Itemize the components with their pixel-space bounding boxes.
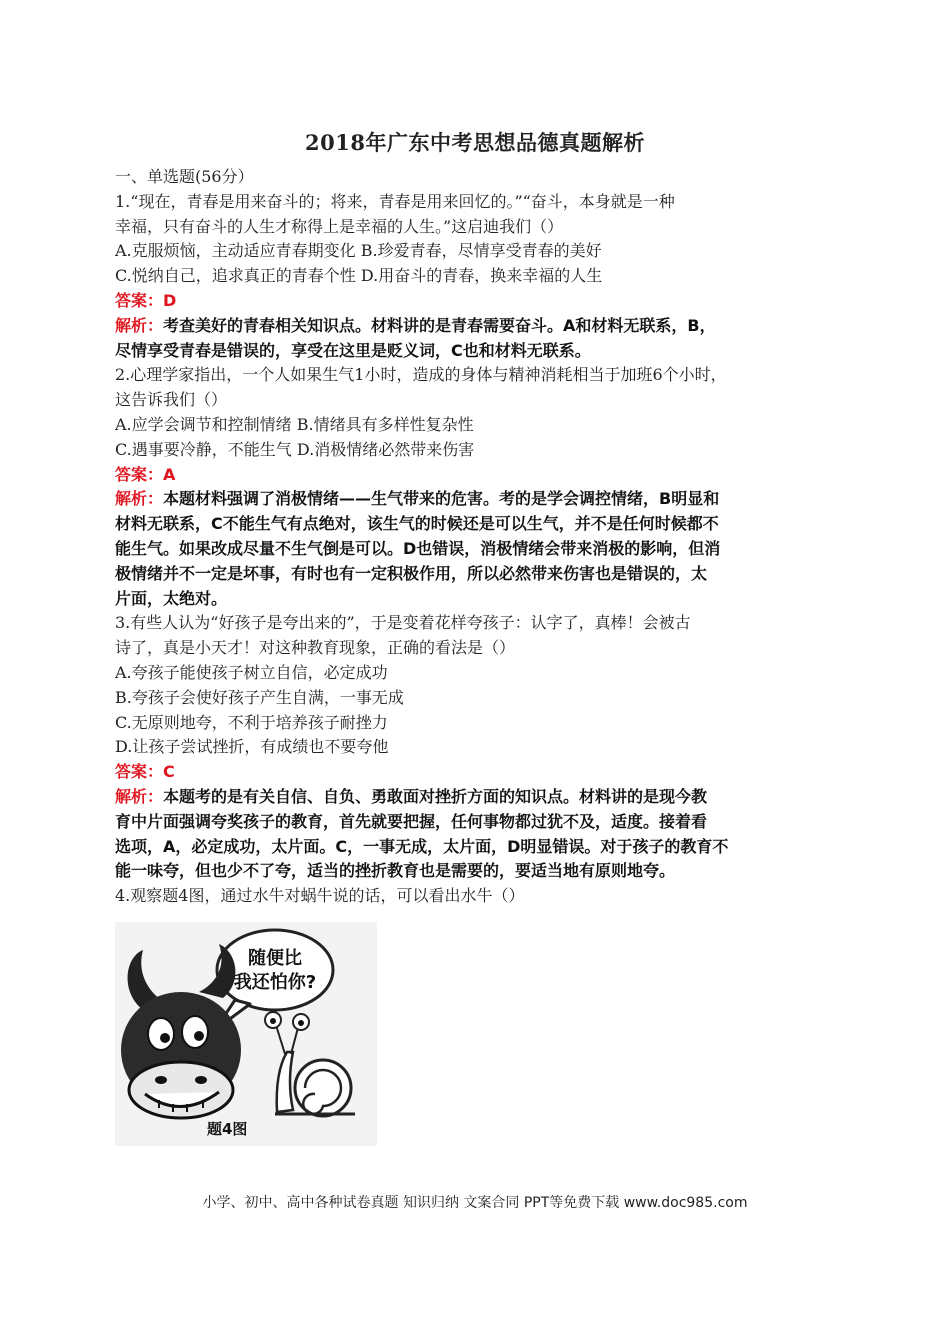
analysis-text: 育中片面强调夸奖孩子的教育，首先就要把握，任何事物都过犹不及，适度。接着看 bbox=[115, 811, 708, 831]
analysis bbox=[115, 314, 855, 364]
option-line: C.无原则地夸，不利于培养孩子耐挫力 bbox=[115, 712, 388, 732]
option-line: D.让孩子尝试挫折，有成绩也不要夸他 bbox=[115, 737, 389, 757]
analysis-text: 能一味夸，但也少不了夸，适当的挫折教育也是需要的，要适当地有原则地夸。 bbox=[115, 861, 676, 881]
analysis-text: 尽情享受青春是错误的，享受在这里是贬义词，C也和材料无联系。 bbox=[115, 340, 591, 360]
footer: 小学、初中、高中各种试卷真题 知识归纳 文案合同 PPT等免费下载 www.doc985.com bbox=[202, 1195, 748, 1211]
answer: 答案：A bbox=[115, 464, 176, 484]
cartoon-figure bbox=[115, 922, 377, 1146]
question-stem-line: 幸福，只有奋斗的人生才称得上是幸福的人生。”这启迪我们（） bbox=[115, 216, 564, 236]
section-heading: 一、单选题(56分） bbox=[115, 167, 254, 186]
analysis-text: 片面，太绝对。 bbox=[115, 588, 228, 608]
analysis-label: 解析： bbox=[115, 315, 164, 335]
speech-line-2: 我还怕你? bbox=[233, 972, 317, 993]
analysis-label: 解析： bbox=[115, 786, 164, 806]
page-title: 2018年广东中考思想品德真题解析 bbox=[305, 130, 645, 155]
option-line: A.克服烦恼，主动适应青春期变化 B.珍爱青春，尽情享受青春的美好 bbox=[115, 241, 602, 261]
question-3 bbox=[115, 611, 855, 884]
analysis-text: 考查美好的青春相关知识点。材料讲的是青春需要奋斗。A和材料无联系，B， bbox=[163, 315, 716, 335]
option-line: A.应学会调节和控制情绪 B.情绪具有多样性复杂性 bbox=[115, 414, 474, 434]
speech-line-1: 随便比 bbox=[248, 948, 302, 969]
analysis bbox=[115, 785, 855, 884]
answer: 答案：C bbox=[115, 762, 175, 782]
analysis bbox=[115, 487, 855, 611]
question-2 bbox=[115, 363, 855, 611]
option-line: C.遇事要冷静，不能生气 D.消极情绪必然带来伤害 bbox=[115, 439, 475, 459]
question-4 bbox=[115, 884, 855, 909]
analysis-text: 选项，A，必定成功，太片面。C，一事无成，太片面，D明显错误。对于孩子的教育不 bbox=[115, 836, 729, 856]
question-stem-line: 4.观察题4图，通过水牛对蜗牛说的话，可以看出水牛（） bbox=[115, 886, 525, 906]
question-stem-line: 诗了，真是小天才！对这种教育现象，正确的看法是（） bbox=[115, 638, 516, 658]
question-stem-line: 3.有些人认为“好孩子是夸出来的”，于是变着花样夸孩子：认字了，真棒！会被古 bbox=[115, 613, 691, 633]
question-stem-line: 1.“现在，青春是用来奋斗的；将来，青春是用来回忆的。”“奋斗，本身就是一种 bbox=[115, 191, 675, 211]
content bbox=[115, 165, 855, 909]
figure-caption: 题4图 bbox=[207, 1120, 248, 1138]
option-line: B.夸孩子会使好孩子产生自满，一事无成 bbox=[115, 687, 404, 707]
analysis-text: 能生气。如果改成尽量不生气倒是可以。D也错误，消极情绪会带来消极的影响，但消 bbox=[115, 538, 721, 558]
analysis-text: 材料无联系，C不能生气有点绝对，该生气的时候还是可以生气，并不是任何时候都不 bbox=[115, 514, 719, 534]
analysis-text: 本题材料强调了消极情绪——生气带来的危害。考的是学会调控情绪，B明显和 bbox=[163, 489, 720, 509]
option-line: A.夸孩子能使孩子树立自信，必定成功 bbox=[115, 662, 388, 682]
analysis-label: 解析： bbox=[115, 489, 164, 509]
question-stem-line: 这告诉我们（） bbox=[115, 390, 228, 410]
analysis-text: 极情绪并不一定是坏事，有时也有一定积极作用，所以必然带来伤害也是错误的，太 bbox=[115, 563, 708, 583]
option-line: C.悦纳自己，追求真正的青春个性 D.用奋斗的青春，换来幸福的人生 bbox=[115, 266, 603, 286]
analysis-text: 本题考的是有关自信、自负、勇敢面对挫折方面的知识点。材料讲的是现今教 bbox=[163, 786, 708, 806]
answer: 答案：D bbox=[115, 290, 177, 310]
question-stem-line: 2.心理学家指出，一个人如果生气1小时，造成的身体与精神消耗相当于加班6个小时， bbox=[115, 365, 727, 385]
question-1 bbox=[115, 190, 855, 364]
